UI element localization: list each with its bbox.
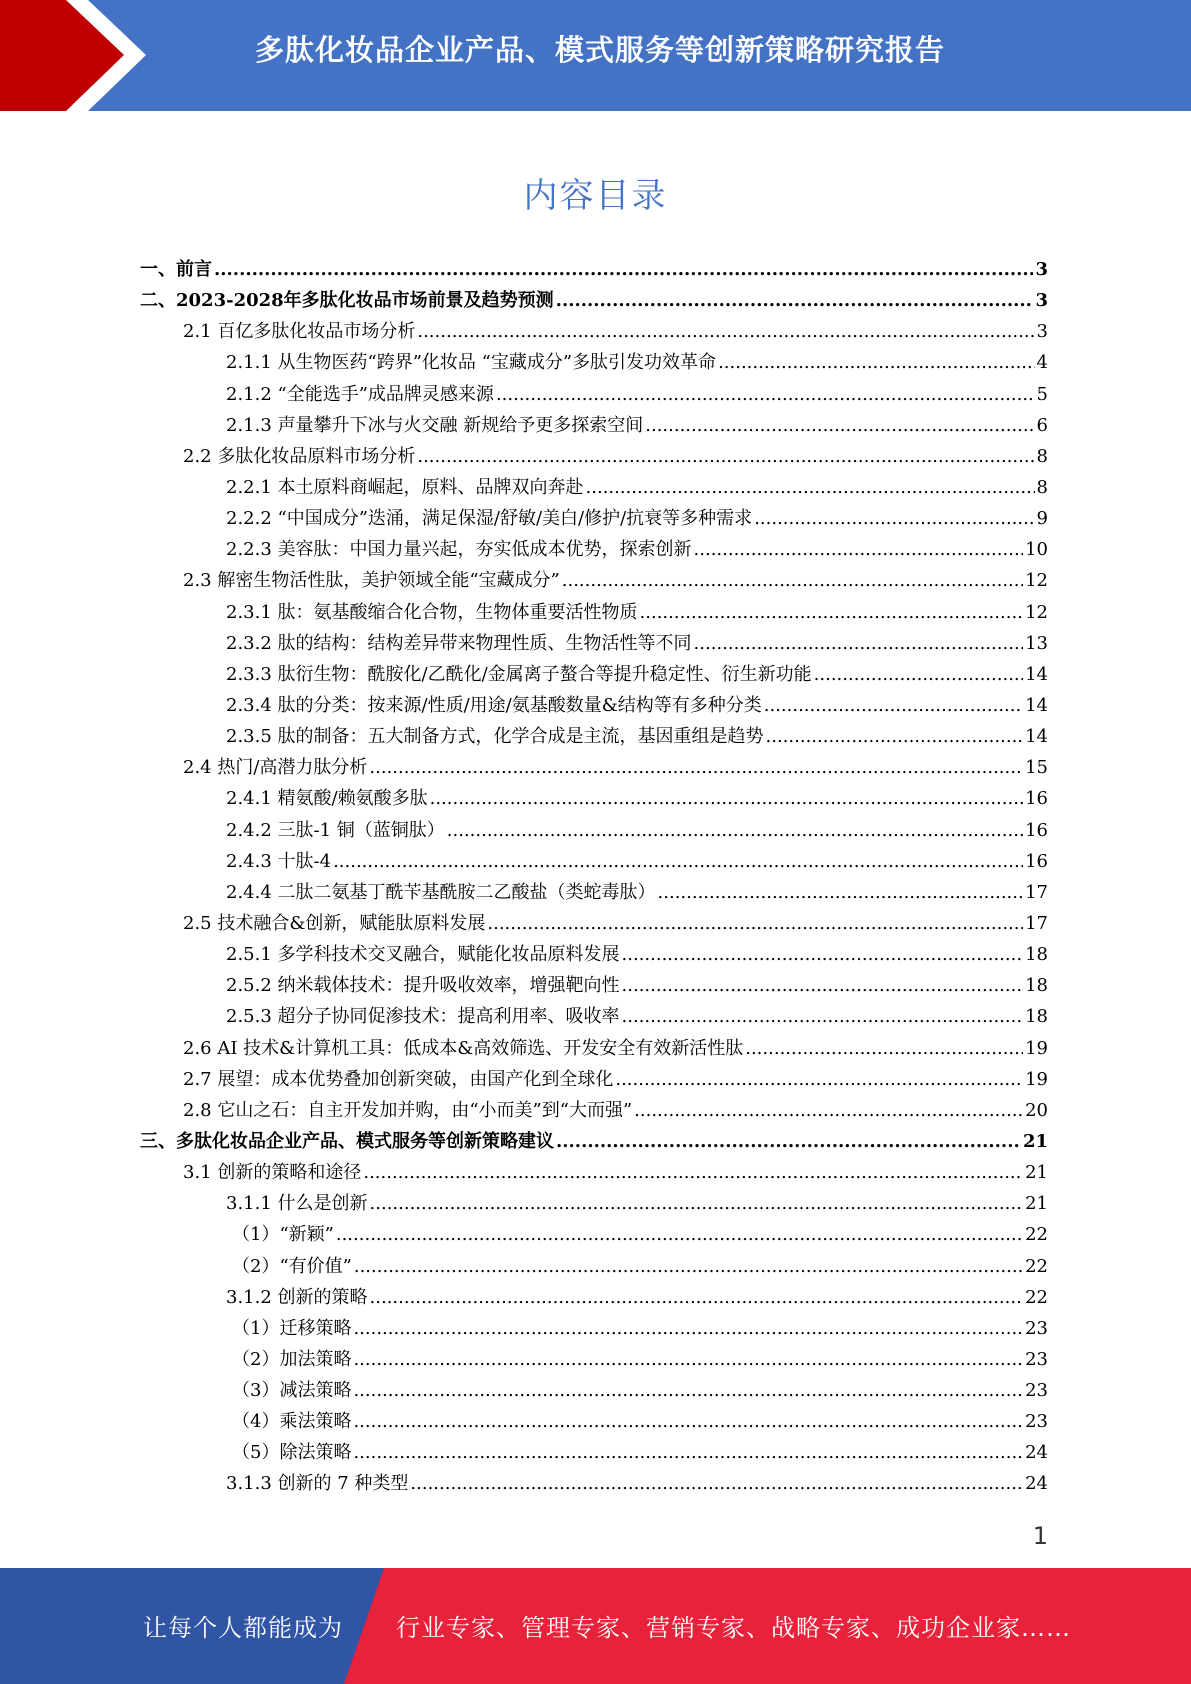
toc-leader-dots <box>353 1375 1023 1406</box>
toc-leader-dots <box>447 815 1023 846</box>
toc-leader-dots <box>417 441 1034 472</box>
toc-entry[interactable] <box>140 254 1048 285</box>
toc-leader-dots <box>369 752 1023 783</box>
toc-entry-label: （1）“新颖” <box>232 1224 334 1246</box>
toc-leader-dots <box>353 1313 1023 1344</box>
toc-entry-page: 24 <box>1025 1442 1048 1464</box>
toc-leader-dots <box>363 1157 1023 1188</box>
toc-entry[interactable] <box>140 877 1048 908</box>
toc-entry[interactable] <box>140 1344 1048 1375</box>
toc-entry-label: 2.7 展望：成本优势叠加创新突破，由国产化到全球化 <box>183 1068 614 1090</box>
toc-entry[interactable] <box>140 1001 1048 1032</box>
toc-entry[interactable] <box>140 970 1048 1001</box>
toc-entry[interactable] <box>140 503 1048 534</box>
toc-entry[interactable] <box>140 690 1048 721</box>
toc-leader-dots <box>745 1033 1023 1064</box>
page-number: 1 <box>1032 1522 1048 1550</box>
toc-entry-page: 21 <box>1025 1162 1048 1184</box>
toc-entry[interactable] <box>140 1064 1048 1095</box>
toc-entry-page: 23 <box>1025 1317 1048 1339</box>
toc-entry-page: 10 <box>1025 539 1048 561</box>
toc-entry-label: 2.8 它山之石：自主开发加并购，由“小而美”到“大而强” <box>183 1099 633 1121</box>
toc-entry-page: 18 <box>1025 975 1048 997</box>
toc-entry-label: 2.2.3 美容肽：中国力量兴起，夯实低成本优势，探索创新 <box>226 539 692 561</box>
toc-entry-label: 2.3 解密生物活性肽，美护领域全能“宝藏成分” <box>183 570 560 592</box>
toc-leader-dots <box>634 1095 1023 1126</box>
toc-entry-page: 21 <box>1022 1130 1048 1152</box>
toc-leader-dots <box>766 721 1024 752</box>
toc-entry-page: 16 <box>1025 819 1048 841</box>
toc-entry[interactable] <box>140 1375 1048 1406</box>
toc-entry-page: 23 <box>1025 1411 1048 1433</box>
toc-entry-page: 17 <box>1025 912 1048 934</box>
toc-entry-label: 2.6 AI 技术&计算机工具：低成本&高效筛选、开发安全有效新活性肽 <box>183 1037 744 1059</box>
toc-entry-label: （2）“有价值” <box>232 1255 352 1277</box>
toc-entry-page: 19 <box>1025 1037 1048 1059</box>
toc-entry[interactable] <box>140 597 1048 628</box>
toc-entry-page: 16 <box>1025 850 1048 872</box>
toc-entry-label: 2.4.1 精氨酸/赖氨酸多肽 <box>226 788 428 810</box>
toc-entry[interactable] <box>140 472 1048 503</box>
toc-leader-dots <box>353 1344 1023 1375</box>
toc-entry-page: 14 <box>1025 726 1048 748</box>
toc-leader-dots <box>417 316 1034 347</box>
toc-entry[interactable] <box>140 783 1048 814</box>
toc-entry-page: 19 <box>1025 1068 1048 1090</box>
toc-entry-label: 3.1 创新的策略和途径 <box>183 1162 362 1184</box>
toc-entry-page: 3 <box>1036 321 1048 343</box>
toc-leader-dots <box>333 846 1023 877</box>
toc-entry-page: 4 <box>1036 352 1048 374</box>
toc-leader-dots <box>645 410 1034 441</box>
toc-leader-dots <box>496 379 1035 410</box>
toc-entry[interactable] <box>140 752 1048 783</box>
toc-entry-label: 一、前言 <box>140 259 212 280</box>
toc-entry-label: 3.1.3 创新的 7 种类型 <box>226 1473 409 1495</box>
toc-entry[interactable] <box>140 285 1048 316</box>
toc-entry-label: 三、多肽化妆品企业产品、模式服务等创新策略建议 <box>140 1130 554 1152</box>
toc-heading: 内容目录 <box>523 176 668 216</box>
toc-entry-label: 2.2 多肽化妆品原料市场分析 <box>183 445 416 467</box>
toc-entry-page: 18 <box>1025 1006 1048 1028</box>
toc-entry-page: 15 <box>1025 757 1048 779</box>
toc-leader-dots <box>556 285 1034 316</box>
toc-leader-dots <box>814 659 1023 690</box>
toc-leader-dots <box>764 690 1023 721</box>
toc-entry[interactable] <box>140 1219 1048 1250</box>
toc-entry[interactable] <box>140 316 1048 347</box>
toc-leader-dots <box>622 970 1024 1001</box>
toc-entry-page: 18 <box>1025 944 1048 966</box>
table-of-contents <box>140 254 1048 1500</box>
toc-entry-page: 3 <box>1035 259 1048 280</box>
toc-entry[interactable] <box>140 659 1048 690</box>
toc-entry[interactable] <box>140 1406 1048 1437</box>
toc-entry-page: 22 <box>1025 1286 1048 1308</box>
toc-entry-label: 2.3.1 肽：氨基酸缩合化合物，生物体重要活性物质 <box>226 601 638 623</box>
toc-entry-label: 2.5 技术融合&创新，赋能肽原料发展 <box>183 912 486 934</box>
toc-entry-page: 16 <box>1025 788 1048 810</box>
toc-entry-page: 9 <box>1036 508 1048 530</box>
toc-leader-dots <box>430 783 1024 814</box>
toc-leader-dots <box>370 1282 1024 1313</box>
toc-entry-label: 2.4 热门/高潜力肽分析 <box>183 757 368 779</box>
toc-leader-dots <box>754 503 1034 534</box>
toc-entry[interactable] <box>140 379 1048 410</box>
toc-entry-label: 2.4.4 二肽二氨基丁酰苄基酰胺二乙酸盐（类蛇毒肽） <box>226 881 656 903</box>
toc-entry[interactable] <box>140 1251 1048 1282</box>
toc-leader-dots <box>658 877 1024 908</box>
toc-entry[interactable] <box>140 1126 1048 1157</box>
toc-entry[interactable] <box>140 1033 1048 1064</box>
toc-entry[interactable] <box>140 565 1048 596</box>
toc-entry-label: 2.3.5 肽的制备：五大制备方式，化学合成是主流，基因重组是趋势 <box>226 726 764 748</box>
toc-entry-label: 2.3.2 肽的结构：结构差异带来物理性质、生物活性等不同 <box>226 632 692 654</box>
toc-entry-page: 8 <box>1036 476 1048 498</box>
toc-leader-dots <box>622 1001 1024 1032</box>
toc-entry[interactable] <box>140 628 1048 659</box>
footer-banner <box>0 1568 1191 1684</box>
toc-entry-label: 2.5.2 纳米载体技术：提升吸收效率，增强靶向性 <box>226 975 620 997</box>
toc-entry-page: 13 <box>1025 632 1048 654</box>
toc-leader-dots <box>718 347 1034 378</box>
toc-entry[interactable] <box>140 347 1048 378</box>
toc-entry[interactable] <box>140 441 1048 472</box>
toc-entry[interactable] <box>140 939 1048 970</box>
toc-entry-label: （4）乘法策略 <box>232 1411 352 1433</box>
toc-leader-dots <box>615 1064 1023 1095</box>
toc-entry-label: 3.1.1 什么是创新 <box>226 1193 368 1215</box>
toc-entry-label: 2.1.2 “全能选手”成品牌灵感来源 <box>226 383 494 405</box>
toc-leader-dots <box>556 1126 1021 1157</box>
toc-entry[interactable] <box>140 1313 1048 1344</box>
toc-entry[interactable] <box>140 721 1048 752</box>
toc-entry-label: （3）减法策略 <box>232 1380 352 1402</box>
toc-entry-label: 2.1 百亿多肽化妆品市场分析 <box>183 321 416 343</box>
toc-entry-label: 2.4.3 十肽-4 <box>226 850 332 872</box>
toc-leader-dots <box>336 1219 1023 1250</box>
toc-leader-dots <box>214 254 1033 285</box>
toc-leader-dots <box>353 1406 1023 1437</box>
toc-entry[interactable] <box>140 815 1048 846</box>
toc-entry-page: 24 <box>1025 1473 1048 1495</box>
toc-entry[interactable] <box>140 1188 1048 1219</box>
toc-entry-page: 22 <box>1025 1224 1048 1246</box>
toc-leader-dots <box>640 597 1024 628</box>
toc-leader-dots <box>353 1437 1023 1468</box>
toc-entry-page: 21 <box>1025 1193 1048 1215</box>
toc-entry-label: 2.3.4 肽的分类：按来源/性质/用途/氨基酸数量&结构等有多种分类 <box>226 694 762 716</box>
toc-leader-dots <box>410 1468 1023 1499</box>
toc-leader-dots <box>694 628 1024 659</box>
toc-entry[interactable] <box>140 1468 1048 1499</box>
toc-leader-dots <box>622 939 1024 970</box>
toc-leader-dots <box>487 908 1023 939</box>
toc-entry[interactable] <box>140 1437 1048 1468</box>
header-title: 多肽化妆品企业产品、模式服务等创新策略研究报告 <box>254 33 945 67</box>
toc-entry-label: 2.1.3 声量攀升下冰与火交融 新规给予更多探索空间 <box>226 414 644 436</box>
toc-entry-page: 20 <box>1025 1099 1048 1121</box>
toc-entry-page: 23 <box>1025 1380 1048 1402</box>
toc-entry-label: （5）除法策略 <box>232 1442 352 1464</box>
toc-entry-label: 2.2.2 “中国成分”迭涌，满足保湿/舒敏/美白/修护/抗衰等多种需求 <box>226 508 753 530</box>
toc-entry[interactable] <box>140 908 1048 939</box>
toc-entry[interactable] <box>140 410 1048 441</box>
toc-entry-label: 2.5.3 超分子协同促渗技术：提高利用率、吸收率 <box>226 1006 620 1028</box>
toc-entry-page: 17 <box>1025 881 1048 903</box>
toc-leader-dots <box>694 534 1024 565</box>
toc-entry-label: （2）加法策略 <box>232 1348 352 1370</box>
toc-entry-label: 2.3.3 肽衍生物：酰胺化/乙酰化/金属离子螯合等提升稳定性、衍生新功能 <box>226 663 812 685</box>
toc-entry[interactable] <box>140 1095 1048 1126</box>
toc-entry-page: 14 <box>1025 694 1048 716</box>
toc-entry-label: 2.2.1 本土原料商崛起，原料、品牌双向奔赴 <box>226 476 584 498</box>
toc-entry-page: 6 <box>1036 414 1048 436</box>
footer-slogan-left: 让每个人都能成为 <box>143 1614 343 1642</box>
toc-entry-page: 3 <box>1035 290 1048 312</box>
toc-entry[interactable] <box>140 534 1048 565</box>
toc-entry-label: 2.4.2 三肽-1 铜（蓝铜肽） <box>226 819 445 841</box>
toc-leader-dots <box>354 1251 1023 1282</box>
toc-entry-page: 12 <box>1025 601 1048 623</box>
footer-slogan-right: 行业专家、管理专家、营销专家、战略专家、成功企业家…… <box>396 1614 1071 1642</box>
toc-entry[interactable] <box>140 846 1048 877</box>
toc-entry-page: 23 <box>1025 1348 1048 1370</box>
toc-entry-label: 3.1.2 创新的策略 <box>226 1286 368 1308</box>
toc-entry-label: （1）迁移策略 <box>232 1317 352 1339</box>
toc-entry-label: 2.5.1 多学科技术交叉融合，赋能化妆品原料发展 <box>226 944 620 966</box>
toc-entry[interactable] <box>140 1282 1048 1313</box>
toc-entry-page: 22 <box>1025 1255 1048 1277</box>
toc-entry-page: 5 <box>1036 383 1048 405</box>
toc-leader-dots <box>586 472 1035 503</box>
toc-entry-page: 14 <box>1025 663 1048 685</box>
toc-entry[interactable] <box>140 1157 1048 1188</box>
toc-entry-page: 8 <box>1036 445 1048 467</box>
toc-entry-label: 二、2023-2028年多肽化妆品市场前景及趋势预测 <box>140 290 554 312</box>
toc-leader-dots <box>370 1188 1024 1219</box>
toc-leader-dots <box>562 565 1023 596</box>
header-banner <box>0 0 1191 111</box>
toc-entry-label: 2.1.1 从生物医药“跨界”化妆品 “宝藏成分”多肽引发功效革命 <box>226 352 717 374</box>
toc-entry-page: 12 <box>1025 570 1048 592</box>
